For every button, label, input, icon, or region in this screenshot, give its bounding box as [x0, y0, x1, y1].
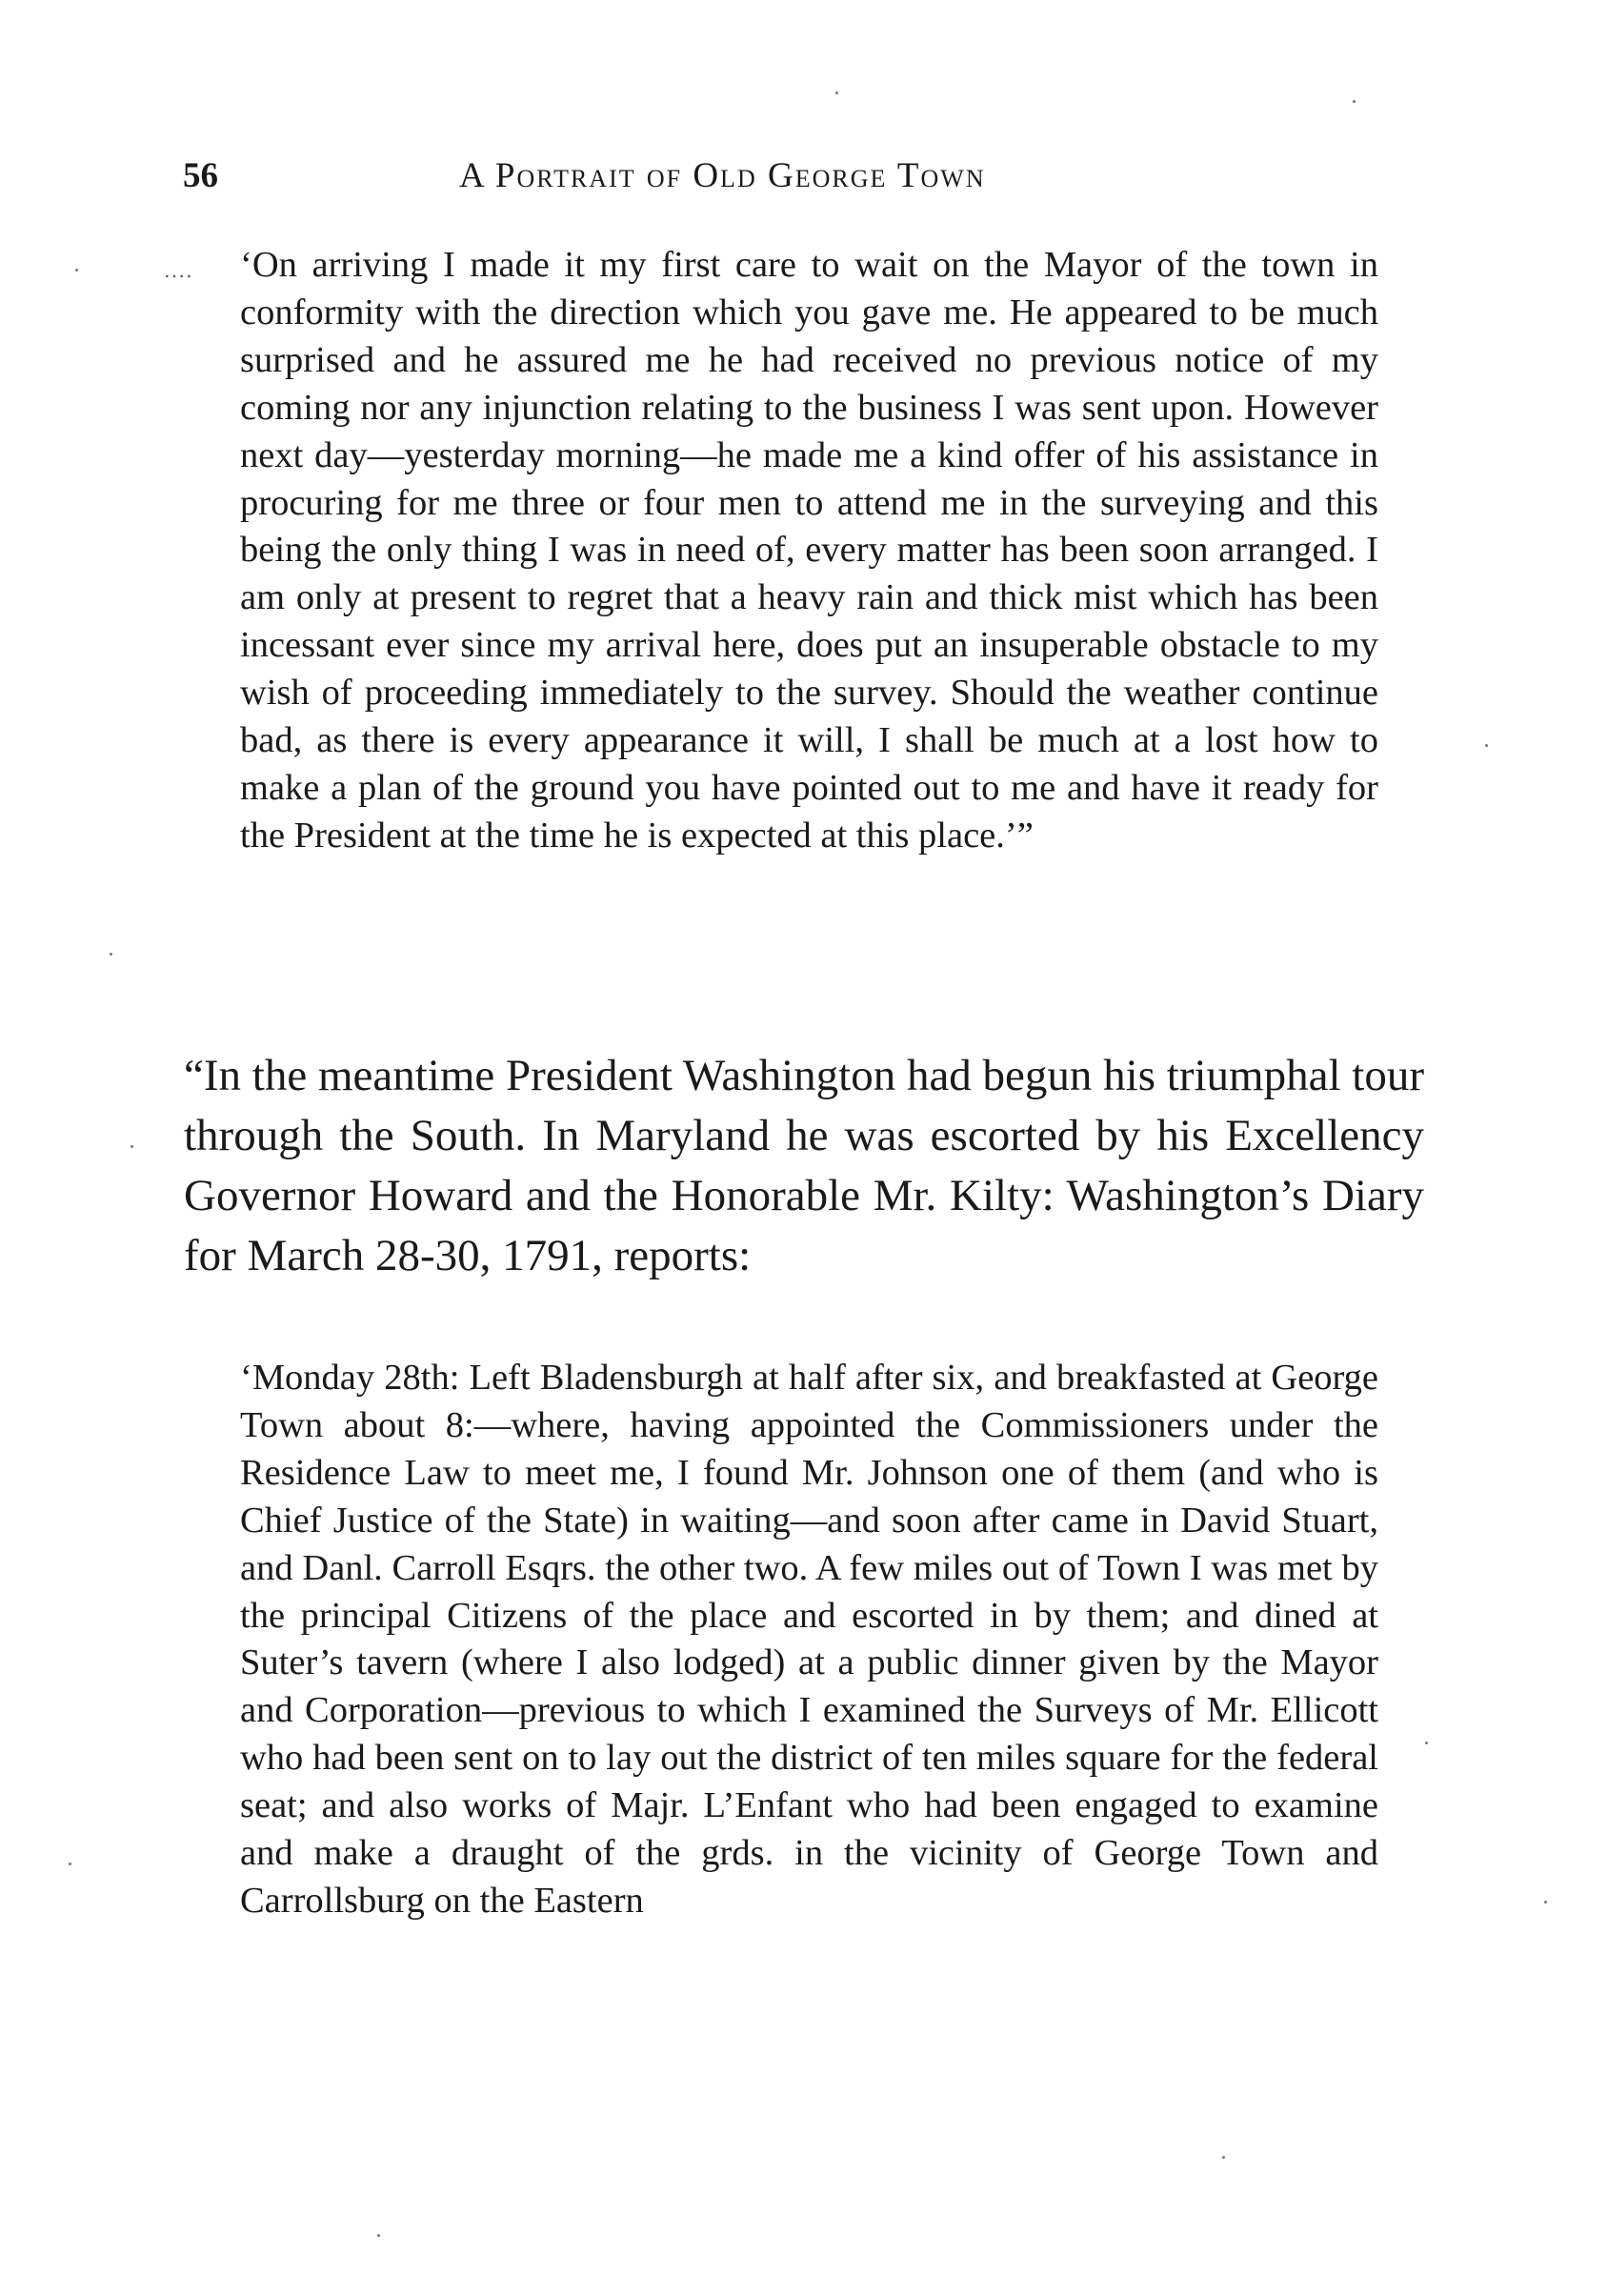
scan-speck: [1353, 100, 1356, 103]
scan-speck: [69, 1863, 71, 1865]
margin-ink-mark: ․․․․: [164, 261, 193, 282]
scan-speck: [835, 91, 838, 94]
scan-speck: [1544, 1901, 1547, 1903]
quote-block-diary: [240, 1355, 1378, 1925]
scan-speck: [1425, 1742, 1428, 1744]
main-paragraph-text: “In the meantime President Washington had begun his triumphal tour through the South. In Maryland he was escorted by his Excellency Governor Howard and the Honorable Mr. Kilty: Washington’s Diary for March 28-30, 1791, reports:: [184, 1051, 1424, 1280]
scan-speck: [377, 2234, 380, 2237]
quote-diary-text: ‘Monday 28th: Left Bladensburgh at half after six, and breakfasted at George Town about 8:—where, having appointed the Commissioners under the Residence Law to meet me, I found Mr. Johnson one of them (and who is Chief Justice of the State) in waiting—and soon after came in David Stuart, and Danl. Carroll Esqrs. the other two. A few miles out of Town I was met by the principal Citizens of the place and escorted in by them; and dined at Suter’s tavern (where I also lodged) at a public dinner given by the Mayor and Corporation—previous to which I examined the Surveys of Mr. Ellicott who had been sent on to lay out the district of ten miles square for the federal seat; and also works of Majr. L’Enfant who had been engaged to examine and make a draught of the grds. in the vicinity of George Town and Carrollsburg on the Eastern: [240, 1358, 1378, 1921]
running-head: [183, 155, 1135, 203]
scan-speck: [75, 269, 78, 272]
quote-block-letter: [240, 242, 1378, 860]
quote-letter-text: ‘On arriving I made it my first care to wait on the Mayor of the town in conformity with the direction which you gave me. He appeared to be much surprised and he assured me he had received no previous notice of my coming nor any injunction relating to the business I was sent upon. However next day—yesterday morning—he made me a kind offer of his assistance in procuring for me three or four men to attend me in the surveying and this being the only thing I was in need of, every matter has been soon arranged. I am only at present to regret that a heavy rain and thick mist which has been incessant ever since my arrival here, does put an insuperable obstacle to my wish of proceeding immediately to the survey. Should the weather continue bad, as there is every appearance it will, I shall be much at a lost how to make a plan of the ground you have pointed out to me and have it ready for the President at the time he is expected at this place.’”: [240, 245, 1378, 856]
scan-speck: [110, 953, 112, 956]
main-paragraph: [184, 1046, 1424, 1286]
page-number: 56: [183, 156, 218, 195]
scan-speck: [1222, 2156, 1225, 2159]
scan-speck: [131, 1145, 133, 1148]
running-title: A Portrait of Old George Town: [459, 156, 986, 195]
scan-speck: [1485, 744, 1488, 747]
